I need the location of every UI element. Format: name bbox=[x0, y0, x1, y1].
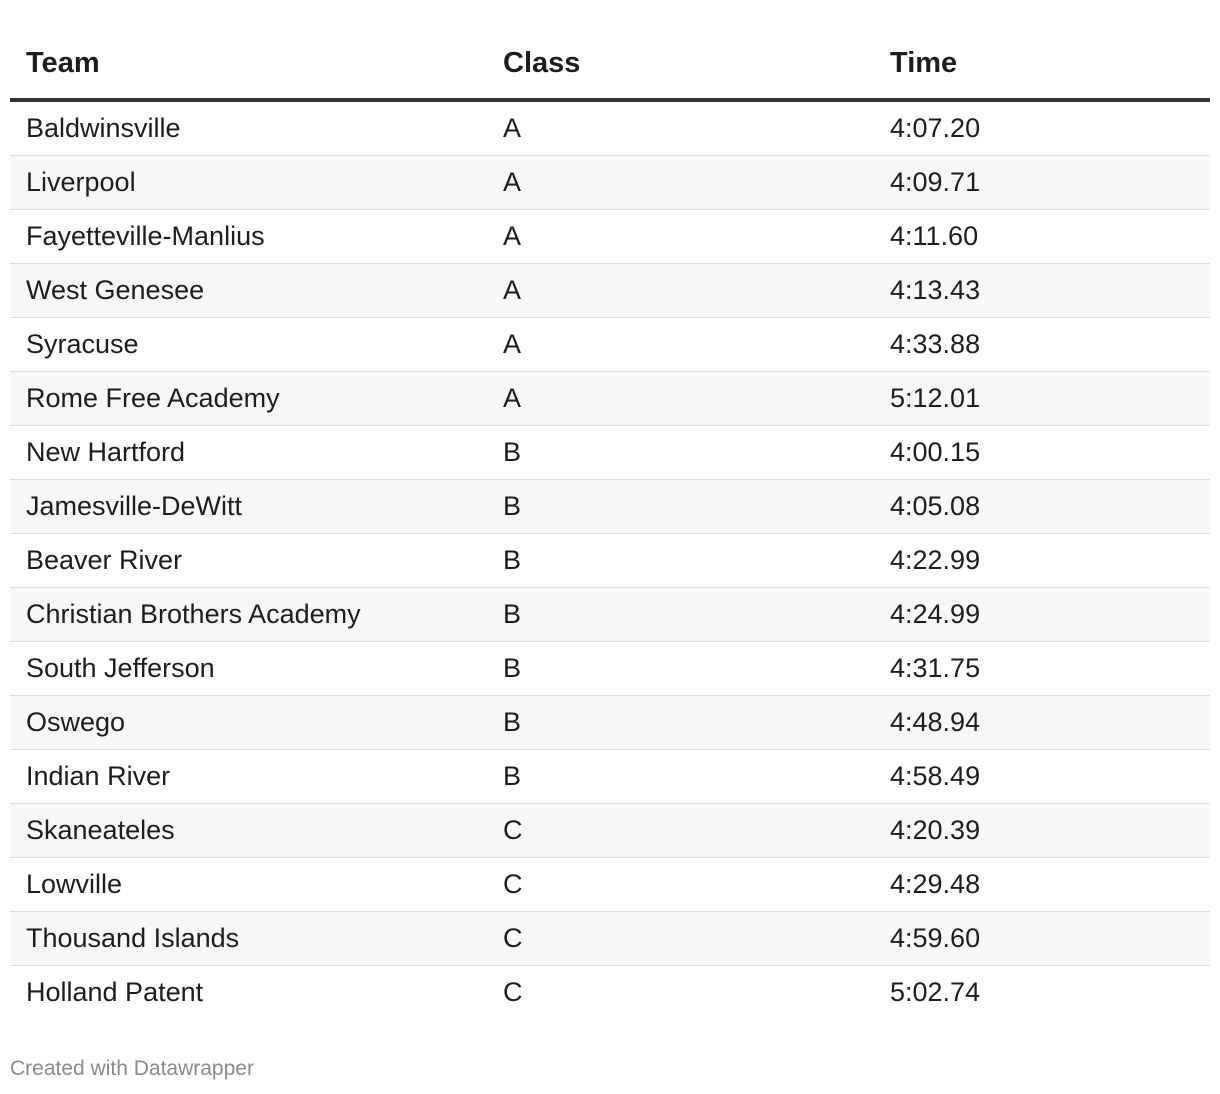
class-cell: A bbox=[487, 264, 874, 318]
table-row bbox=[10, 642, 1210, 696]
class-cell: A bbox=[487, 372, 874, 426]
time-cell: 4:33.88 bbox=[874, 318, 1210, 372]
table-row bbox=[10, 696, 1210, 750]
team-cell: Oswego bbox=[10, 696, 487, 750]
team-cell: Christian Brothers Academy bbox=[10, 588, 487, 642]
table-row bbox=[10, 858, 1210, 912]
table-row bbox=[10, 534, 1210, 588]
time-cell: 4:29.48 bbox=[874, 858, 1210, 912]
team-cell: Jamesville-DeWitt bbox=[10, 480, 487, 534]
class-cell: A bbox=[487, 100, 874, 156]
table-row bbox=[10, 156, 1210, 210]
class-cell: B bbox=[487, 426, 874, 480]
table-row bbox=[10, 966, 1210, 1020]
table-row bbox=[10, 264, 1210, 318]
table-row bbox=[10, 480, 1210, 534]
time-cell: 4:20.39 bbox=[874, 804, 1210, 858]
class-cell: C bbox=[487, 804, 874, 858]
time-cell: 4:48.94 bbox=[874, 696, 1210, 750]
table-row bbox=[10, 804, 1210, 858]
class-cell: B bbox=[487, 750, 874, 804]
table-row bbox=[10, 588, 1210, 642]
team-cell: Syracuse bbox=[10, 318, 487, 372]
results-table bbox=[10, 28, 1210, 1019]
team-cell: New Hartford bbox=[10, 426, 487, 480]
team-cell: Rome Free Academy bbox=[10, 372, 487, 426]
table-row bbox=[10, 210, 1210, 264]
time-cell: 4:05.08 bbox=[874, 480, 1210, 534]
data-table-container bbox=[10, 28, 1210, 1019]
column-header-class[interactable]: Class bbox=[487, 28, 874, 100]
header-row bbox=[10, 28, 1210, 100]
table-row bbox=[10, 372, 1210, 426]
table-row bbox=[10, 318, 1210, 372]
team-cell: Holland Patent bbox=[26, 977, 204, 1007]
team-cell: Fayetteville-Manlius bbox=[10, 210, 487, 264]
class-cell: A bbox=[487, 318, 874, 372]
time-cell: 4:58.49 bbox=[874, 750, 1210, 804]
time-cell: 5:12.01 bbox=[874, 372, 1210, 426]
team-cell: Liverpool bbox=[10, 156, 487, 210]
time-cell: 4:13.43 bbox=[874, 264, 1210, 318]
class-cell: B bbox=[487, 480, 874, 534]
class-cell: B bbox=[487, 588, 874, 642]
class-cell: B bbox=[487, 534, 874, 588]
time-cell: 4:07.20 bbox=[874, 100, 1210, 156]
team-cell: Baldwinsville bbox=[10, 100, 487, 156]
time-cell: 4:11.60 bbox=[874, 210, 1210, 264]
class-cell: A bbox=[487, 210, 874, 264]
table-row bbox=[10, 100, 1210, 156]
class-cell: C bbox=[487, 858, 874, 912]
time-cell: 4:09.71 bbox=[874, 156, 1210, 210]
time-cell: 4:00.15 bbox=[874, 426, 1210, 480]
team-cell: South Jefferson bbox=[10, 642, 487, 696]
time-cell: 4:31.75 bbox=[874, 642, 1210, 696]
class-cell: B bbox=[487, 696, 874, 750]
team-cell: Skaneateles bbox=[10, 804, 487, 858]
table-body bbox=[10, 100, 1210, 1019]
table-header bbox=[10, 28, 1210, 100]
table-row bbox=[10, 426, 1210, 480]
time-cell: 4:24.99 bbox=[874, 588, 1210, 642]
team-cell: Indian River bbox=[10, 750, 487, 804]
class-cell: C bbox=[487, 912, 874, 966]
class-cell: C bbox=[503, 977, 523, 1007]
time-cell: 4:59.60 bbox=[874, 912, 1210, 966]
time-cell: 4:22.99 bbox=[874, 534, 1210, 588]
footer-credit: Created with Datawrapper bbox=[10, 1057, 254, 1080]
team-cell: West Genesee bbox=[10, 264, 487, 318]
column-header-team[interactable]: Team bbox=[10, 28, 487, 100]
time-cell: 5:02.74 bbox=[890, 977, 981, 1007]
table-row bbox=[10, 912, 1210, 966]
table-row bbox=[10, 750, 1210, 804]
class-cell: A bbox=[487, 156, 874, 210]
column-header-time[interactable]: Time bbox=[874, 28, 1210, 100]
team-cell: Beaver River bbox=[10, 534, 487, 588]
team-cell: Lowville bbox=[10, 858, 487, 912]
class-cell: B bbox=[487, 642, 874, 696]
team-cell: Thousand Islands bbox=[10, 912, 487, 966]
